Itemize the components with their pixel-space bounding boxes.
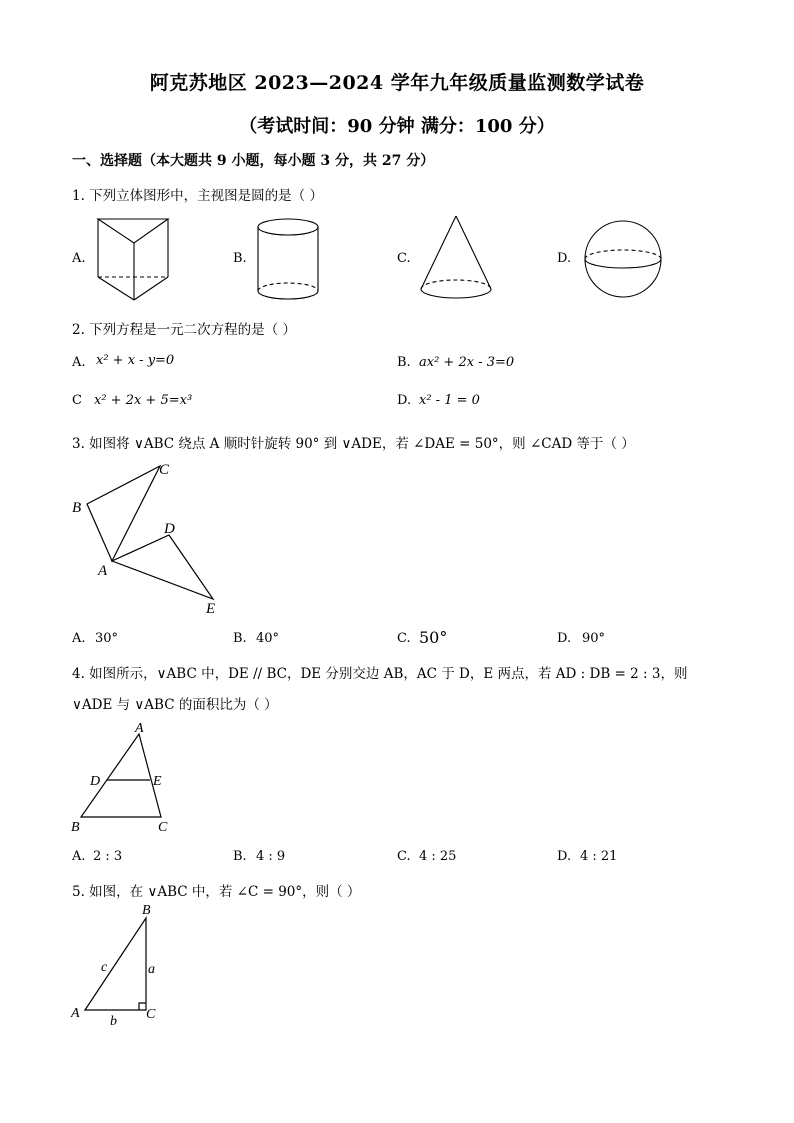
q3-option-b-label: B. <box>233 631 247 646</box>
question-2-stem: 2. 下列方程是一元二次方程的是（ ） <box>72 322 296 338</box>
q3-option-c-value: 50° <box>419 628 448 647</box>
q2-option-b-label: B. <box>397 355 411 370</box>
q2-option-c-label: C <box>72 393 82 408</box>
q5-label-side-b: b <box>110 1014 117 1029</box>
exam-subtitle: （考试时间：90 分钟 满分：100 分） <box>239 116 555 137</box>
q5-label-side-a: a <box>148 962 155 977</box>
q4-label-a: A <box>135 721 144 736</box>
q1-option-a-label: A. <box>72 251 86 266</box>
q2-option-d-label: D. <box>397 393 412 408</box>
question-4-stem-line1: 4. 如图所示，∨ABC 中，DE // BC，DE 分别交边 AB，AC 于 D，E 两点，若 AD : DB = 2 : 3，则 <box>72 666 688 682</box>
q4-label-e: E <box>153 774 162 789</box>
q3-option-d-label: D. <box>557 631 572 646</box>
q4-label-b: B <box>71 820 80 835</box>
q5-label-side-c: c <box>101 960 108 975</box>
triangular-prism-figure <box>90 215 200 305</box>
question-1-stem: 1. 下列立体图形中，主视图是圆的是（ ） <box>72 188 323 204</box>
q4-label-d: D <box>90 774 101 789</box>
q5-label-b: B <box>142 903 151 918</box>
exam-title: 阿克苏地区 2023—2024 学年九年级质量监测数学试卷 <box>149 72 645 94</box>
question-5-stem: 5. 如图，在 ∨ABC 中，若 ∠C = 90°，则（ ） <box>72 884 361 900</box>
q4-option-c-value: 4 : 25 <box>419 849 457 864</box>
sphere-figure <box>583 219 665 301</box>
section-heading: 一、选择题（本大题共 9 小题，每小题 3 分，共 27 分） <box>72 153 435 169</box>
parallel-line-triangle-figure <box>68 718 188 838</box>
q4-option-a-label: A. <box>72 849 86 864</box>
q3-label-a: A <box>98 563 108 579</box>
q5-label-c: C <box>146 1007 156 1022</box>
q3-label-d: D <box>164 521 175 537</box>
question-4-stem-line2: ∨ADE 与 ∨ABC 的面积比为（ ） <box>72 697 278 713</box>
q1-option-b-label: B. <box>233 251 247 266</box>
q3-option-c-label: C. <box>397 631 411 646</box>
q1-option-d-label: D. <box>557 251 572 266</box>
q4-option-b-value: 4 : 9 <box>256 849 286 864</box>
q5-label-a: A <box>71 1006 80 1021</box>
q3-option-d-value: 90° <box>582 631 606 646</box>
q3-option-a-value: 30° <box>95 631 119 646</box>
q3-label-c: C <box>159 462 170 478</box>
q4-option-b-label: B. <box>233 849 247 864</box>
q3-option-a-label: A. <box>72 631 86 646</box>
question-3-stem: 3. 如图将 ∨ABC 绕点 A 顺时针旋转 90° 到 ∨ADE，若 ∠DAE = 50°，则 ∠CAD 等于（ ） <box>72 436 635 452</box>
q2-option-d-expr: x² - 1 = 0 <box>419 393 480 408</box>
q4-label-c: C <box>158 820 168 835</box>
q3-label-e: E <box>206 601 216 617</box>
q2-option-a-expr: x² + x - y=0 <box>96 353 175 368</box>
q2-option-c-expr: x² + 2x + 5=x³ <box>94 393 193 408</box>
q2-option-a-label: A. <box>72 355 86 370</box>
right-triangle-figure <box>68 900 178 1030</box>
q4-option-a-value: 2 : 3 <box>93 849 123 864</box>
q1-option-c-label: C. <box>397 251 411 266</box>
q3-label-b: B <box>72 500 82 516</box>
q3-option-b-value: 40° <box>256 631 280 646</box>
cone-figure <box>418 213 498 308</box>
rotation-triangle-figure <box>68 458 238 618</box>
cylinder-figure <box>256 215 326 305</box>
q4-option-c-label: C. <box>397 849 411 864</box>
q2-option-b-expr: ax² + 2x - 3=0 <box>419 355 515 370</box>
q4-option-d-label: D. <box>557 849 572 864</box>
q4-option-d-value: 4 : 21 <box>580 849 618 864</box>
